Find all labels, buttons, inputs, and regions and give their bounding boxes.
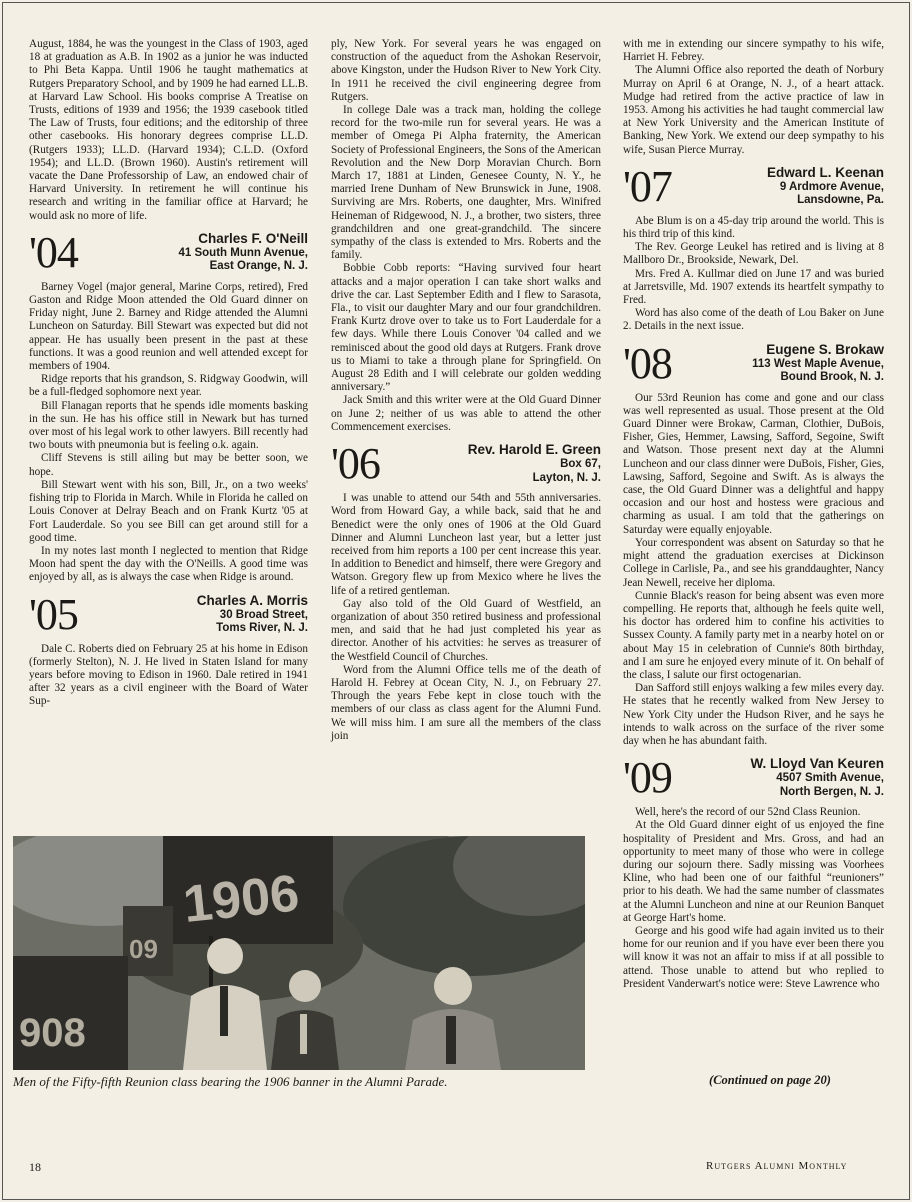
secretary-address-line1: 41 South Munn Avenue, [178,246,308,259]
photo-caption: Men of the Fifty-fifth Reunion class bearing the 1906 banner in the Alumni Parade. [13,1074,448,1089]
secretary-address-line1: 30 Broad Street, [219,608,308,621]
body-paragraph: Bill Stewart went with his son, Bill, Jr., on a two weeks' fishing trip to Florida in March. While in Florida he called on Louis Conover at Delray Beach and on Frank Kurtz '05 at Fort Lauderdale. So you see Bill can get around still for a good time. [29,478,308,544]
body-paragraph: Cliff Stevens is still ailing but may be better soon, we hope. [29,452,308,478]
class-year: '05 [29,589,78,639]
body-paragraph: Abe Blum is on a 45-day trip around the world. This is his third trip of this kind. [623,214,884,241]
body-paragraph: Jack Smith and this writer were at the Old Guard Dinner on June 2; neither of us was able to attend the other Commencement exercises. [331,394,601,433]
secretary-address-line2: Bound Brook, N. J. [780,371,884,384]
body-paragraph: I was unable to attend our 54th and 55th anniversaries. Word from Howard Gay, a while back, said that he and Benedict were the only ones of 1906 at the Old Guard Dinner and Alumni Luncheon last year, but a letter just received from him reports a 100 per cent increase this year. In addition to Benedict and himself, there were Gregory and Watson. Gregory flew up from Mexico where he lives the life of a retired gentleman. [331,492,601,597]
body-paragraph: The Alumni Office also reported the death of Norbury Murray on April 6 at Orange, N. J., of a heart attack. Mudge had retired from the active practice of law in 1953. Among his activities he had taught commercial law at New York University and the American Institute of Banking, New York. We extend our deep sympathy to his wife, Susan Pierce Murray. [623,64,884,156]
photo-illustration [13,836,585,1070]
column-3 [623,38,884,991]
banner-1906-text: 1906 [180,864,302,935]
secretary-name: Rev. Harold E. Green [467,442,601,458]
continued-note: (Continued on page 20) [709,1073,831,1087]
secretary-name: W. Lloyd Van Keuren [750,756,884,772]
reunion-parade-photo [13,836,585,1070]
class-secretary [678,342,884,385]
body-paragraph: Word from the Alumni Office tells me of the death of Harold H. Febrey at Ocean City, N. J., on February 27. Through the years Febe kept in close touch with the members of our class as class agent for the Alumni Fund. We will miss him. I am sure all the members of the class join [331,663,601,742]
secretary-name: Charles F. O'Neill [198,230,308,246]
class-year: '07 [623,161,672,211]
body-paragraph: Gay also told of the Old Guard of Westfield, an organization of about 350 retired business and professional men, and said that he had just completed his year as director. Another of his actvities: he serves as treasurer of the Westfield Council of Churches. [331,597,601,663]
class-secretary [84,231,308,274]
secretary-address-line2: Toms River, N. J. [216,622,308,635]
body-paragraph: ply, New York. For several years he was engaged on construction of the aqueduct from the Ashokan Reservoir, above Kingston, under the Hudson River to New York City. In 1911 he received the civil engineering degree from Rutgers. [331,38,601,103]
body-paragraph: Word has also come of the death of Lou Baker on June 2. Details in the next issue. [623,307,884,333]
body-paragraph: Cunnie Black's reason for being absent was even more compelling. He reports that, although he feels quite well, his doctor has ordered him to confine his activities to Sussex County. A family party met in a nearby hotel on or about May 15 in celebration of Cunnie's 80th birthday, and I am sure he enjoyed every minute of it. On behalf of the class, I salute our first octogenarian. [623,589,884,681]
class-heading-1904 [29,227,308,277]
body-paragraph: At the Old Guard dinner eight of us enjoyed the fine hospitality of President and Mrs. Gross, and had an opportunity to meet many of those who were in college during our sojourn there. Sadly missing was Voorhees Kline, who had been one of our faithful “reunioners” prior to his death. We had the same number of classmates at the Alumni Luncheon and nine at our Reunion Banquet at George Hart's home. [623,819,884,924]
body-paragraph: Your correspondent was absent on Saturday so that he might attend the graduation exercises at Dickinson College in Carlisle, Pa., and see his granddaughter, Nancy Jean Newell, receive her diploma. [623,536,884,589]
class-secretary [678,756,884,799]
body-paragraph: Dale C. Roberts died on February 25 at his home in Edison (formerly Stelton), N. J. He lived in Staten Island for many years before moving to Edison in 1960. Dale retired in 1941 after 32 years as a civil engineer with the Board of Water Sup- [29,642,308,708]
body-paragraph: Well, here's the record of our 52nd Class Reunion. [635,806,861,819]
class-year: '04 [29,227,78,277]
body-paragraph: Bill Flanagan reports that he spends idle moments basking in the sun. He has his office still in Newark but has turned over most of his legal work to other lawyers. Bill recently had two bouts with pneumonia but is feeling o.k. again. [29,399,308,452]
class-year: '06 [331,439,380,489]
class-year: '09 [623,753,672,803]
secretary-address-line2: Layton, N. J. [532,471,601,484]
body-paragraph: In my notes last month I neglected to mention that Ridge Moon had spent the day with the O'Neills. A good time was enjoyed by all, as is always the case when Ridge is around. [29,544,308,584]
page-number: 18 [29,1160,41,1174]
body-paragraph: with me in extending our sincere sympathy to his wife, Harriet H. Febrey. [623,38,884,64]
secretary-name: Edward L. Keenan [766,164,884,180]
class-secretary [386,442,601,485]
secretary-address-line1: 4507 Smith Avenue, [776,772,884,785]
banner-mid-text: 09 [129,934,158,964]
secretary-address-line2: North Bergen, N. J. [779,785,884,798]
banner-1908-text: 908 [19,1011,86,1055]
class-secretary [84,593,308,636]
body-paragraph: The Rev. George Leukel has retired and is living at 8 Mallboro Dr., Brookside, Newark, Del. [623,241,884,267]
column-2 [331,38,601,743]
secretary-address-line1: Box 67, [560,458,601,471]
class-year: '08 [623,338,672,388]
class-heading-1908 [623,338,884,388]
secretary-address-line1: 113 West Maple Avenue, [752,357,884,370]
secretary-name: Eugene S. Brokaw [766,341,884,357]
secretary-name: Charles A. Morris [196,592,308,608]
masthead: Rutgers Alumni Monthly [706,1160,848,1172]
column-1 [29,38,308,709]
body-paragraph: In college Dale was a track man, holding the college record for the two-mile run for several years. He was a member of Omega Pi Alpha fraternity, the American Society of Professional Engineers, the Sons of the American Revolution and the New Dorp Moravian Church. Born March 17, 1881 at Linden, Genesee County, N. Y., he married Irene Dunham of New Brunswick in June, 1908. Surviving are Mrs. Roberts, one daughter, Mrs. Winifred Heineman of Ridgewood, N. J., a brother, two sisters, three grandchildren and one great-grandchild. The sincere sympathy of the class is extended to Mrs. Roberts and the family. [331,104,601,262]
body-paragraph: August, 1884, he was the youngest in the Class of 1903, aged 18 at graduation as A.B. In 1902 as a junior he was inducted to Phi Beta Kappa. Until 1906 he taught mathematics at Rutgers Preparatory School, and by 1909 he had earned LL.B. at Harvard Law School. His books comprise A Treatise on Trusts, editions of 1939 and 1956; the 1939 casebook titled The Law of Trusts, four editions; and the editorship of three other casebooks. His honorary degrees comprise LL.D. (Rutgers 1933); LL.D. (Harvard 1934); C.L.D. (Oxford 1954); and LL.D. (Brown 1960). Austin's retirement will vacate the Dane Professorship of Law, an endowed chair of Harvard University. In retirement he will continue his research and writing in the familiar office at Harvard; he would ask no more of life. [29,38,308,222]
body-paragraph: Our 53rd Reunion has come and gone and our class was well represented as usual. Those present at the Old Guard Dinner were Brokaw, Carman, Clothier, DuBois, Fisher, Gies, Hemmer, Lawsing, Safford, Segoine, Swift and Watson. Those present next day at the Alumni Luncheon and our class dinner were DuBois, Fisher, Gies, Lawsing, Safford, Segoine and Swift. As is always the case, the Old Guard Dinner was a delightful and happy occasion and our host and hostess were gracious and charming as usual. I am told that the gatherings on Saturday were equally enjoyable. [623,391,884,536]
secretary-address-line2: East Orange, N. J. [209,260,308,273]
body-paragraph: Ridge reports that his grandson, S. Ridgway Goodwin, will be a full-fledged sophomore next year. [29,373,308,399]
body-paragraph: George and his good wife had again invited us to their home for our reunion and if you have ever been there you will know it was not an affair to miss if at all possible to attend. Those unable to attend but who replied to President Vanderwart's notice were: Steve Lawrence who [623,924,884,990]
body-paragraph: Mrs. Fred A. Kullmar died on June 17 and was buried at Jarretsville, Md. 1907 extends its heartfelt sympathy to Fred. [623,267,884,307]
body-paragraph: Bobbie Cobb reports: “Having survived four heart attacks and a major operation I can take short walks and drive the car. Last September Edith and I flew to Sarasota, Fla., to visit our daughter Mary and our four grandchildren. Frank Kurtz drove over to take us to Fort Lauderdale for a few days. While there Louis Conover '04 called and we reminisced about the good old days at Rutgers. Frank drove us to Miami to take a through plane for Springfield. On August 28 Edith and I will celebrate our golden wedding anniversary.” [331,262,601,394]
class-heading-1909 [623,753,884,803]
secretary-address-line2: Lansdowne, Pa. [797,194,884,207]
body-paragraph: Dan Safford still enjoys walking a few miles every day. He states that he recently walked from New Jersey to New York City under the Hudson River, and he says he intends to walk across on the surface of the river some day when he has abundant faith. [623,682,884,747]
class-heading-1905 [29,589,308,639]
secretary-address-line1: 9 Ardmore Avenue, [779,180,884,193]
class-heading-1906 [331,439,601,489]
class-heading-1907 [623,161,884,211]
body-paragraph: Barney Vogel (major general, Marine Corps, retired), Fred Gaston and Ridge Moon attended the Old Guard dinner on Friday night, June 2. Barney and Ridge attended the Alumni Luncheon on Saturday. Bill Stewart was expected but did not appear. He has usually been present in the past at these functions. It was a good reunion and well attended except for members of 1904. [29,280,308,373]
class-secretary [678,165,884,208]
